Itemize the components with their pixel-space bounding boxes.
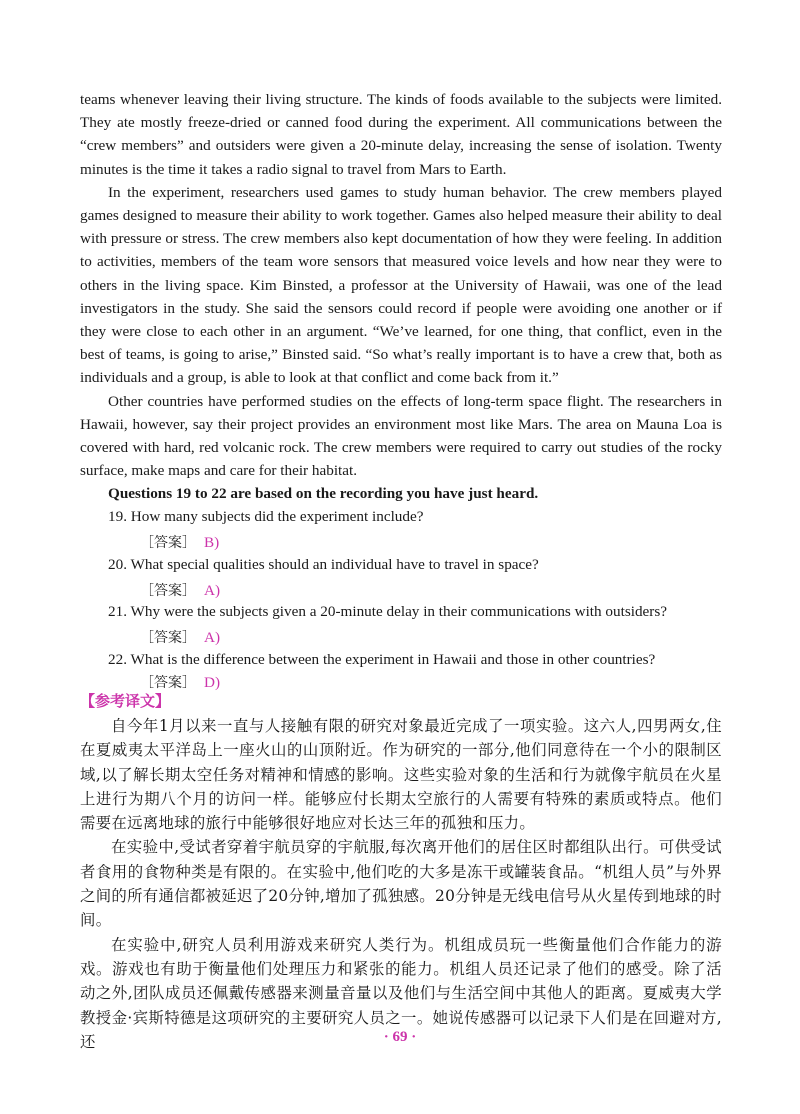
translation-paragraph-1: 自今年1月以来一直与人接触有限的研究对象最近完成了一项实验。这六人,四男两女,住在夏威夷太平洋岛上一座火山的山顶附近。作为研究的一部分,他们同意待在一个小的限制区域,以了解长期太空任务对精神和情感的影响。这些实验对象的生活和行为就像宇航员在火星上进行为期八个月的访问一样。能够应付长期太空旅行的人需要有特殊的素质或特点。他们需要在远离地球的旅行中能够很好地应对长达三年的孤独和压力。: [80, 717, 722, 833]
question-number: 21.: [108, 603, 127, 620]
answer-22: [140, 672, 220, 692]
question-22: [108, 651, 655, 669]
page-number: · 69 ·: [383, 1029, 417, 1045]
answer-20: [140, 580, 220, 600]
english-paragraph-3: Other countries have performed studies on the effects of long-term space flight. The researchers in Hawaii, however, say their project provides an environment most like Mars. The area on Mauna Loa is covered with hard, red volcanic rock. The crew members were required to carry out studies of the rocky surface, make maps and care for their habitat.: [80, 392, 722, 480]
question-text: What is the difference between the experiment in Hawaii and those in other countries?: [130, 651, 656, 668]
answer-value: A): [204, 582, 221, 599]
question-number: 22.: [108, 651, 127, 668]
answer-label: ［答案］: [140, 535, 196, 551]
answer-value: A): [204, 629, 221, 646]
question-21: [108, 603, 667, 621]
question-text: What special qualities should an individual have to travel in space?: [130, 556, 539, 573]
chinese-translation: [80, 714, 722, 1054]
answer-label: ［答案］: [140, 675, 196, 691]
question-number: 19.: [108, 508, 127, 525]
question-20: [108, 556, 539, 574]
english-passage: [80, 88, 722, 482]
question-19: [108, 508, 423, 526]
answer-label: ［答案］: [140, 583, 196, 599]
answer-value: D): [204, 674, 221, 691]
translation-label: 【参考译文】: [80, 692, 171, 710]
questions-heading: Questions 19 to 22 are based on the recording you have just heard.: [108, 485, 539, 502]
english-paragraph-1: teams whenever leaving their living structure. The kinds of foods available to the subjects were limited. They ate mostly freeze-dried or canned food during the experiment. All communications between the “crew members” and outsiders were given a 20-minute delay, increasing the sense of isolation. Twenty minutes is the time it takes a radio signal to travel from Mars to Earth.: [80, 91, 722, 178]
translation-paragraph-3: 在实验中,研究人员利用游戏来研究人类行为。机组成员玩一些衡量他们合作能力的游戏。游戏也有助于衡量他们处理压力和紧张的能力。机组人员还记录了他们的感受。除了活动之外,团队成员还佩戴传感器来测量音量以及他们与生活空间中其他人的距离。夏威夷大学教授金·宾斯特德是这项研究的主要研究人员之一。她说传感器可以记录下人们是在回避对方,还: [80, 935, 722, 1051]
answer-21: [140, 627, 220, 647]
english-paragraph-2: In the experiment, researchers used games to study human behavior. The crew members played games designed to measure their ability to work together. Games also helped measure their ability to deal with pressure or stress. The crew members also kept documentation of how they were feeling. In addition to activities, members of the team wore sensors that measured voice levels and how near they were to others in the living space. Kim Binsted, a professor at the University of Hawaii, was one of the lead investigators in the study. She said the sensors could record if people were avoiding one another or if they were close to each other in an argument. “We’ve learned, for one thing, that conflict, even in the best of teams, is going to arise,” Binsted said. “So what’s really important is to have a crew that, both as individuals and a group, is able to look at that conflict and come back from it.”: [80, 183, 722, 387]
question-text: Why were the subjects given a 20-minute delay in their communications with outsiders?: [130, 603, 668, 620]
answer-value: B): [204, 534, 220, 551]
translation-paragraph-2: 在实验中,受试者穿着宇航员穿的宇航服,每次离开他们的居住区时都组队出行。可供受试者食用的食物种类是有限的。在实验中,他们吃的大多是冻干或罐装食品。“机组人员”与外界之间的所有通信都被延迟了20分钟,增加了孤独感。20分钟是无线电信号从火星传到地球的时间。: [80, 838, 722, 930]
question-number: 20.: [108, 556, 127, 573]
question-text: How many subjects did the experiment include?: [130, 508, 424, 525]
answer-19: [140, 532, 219, 552]
answer-label: ［答案］: [140, 630, 196, 646]
